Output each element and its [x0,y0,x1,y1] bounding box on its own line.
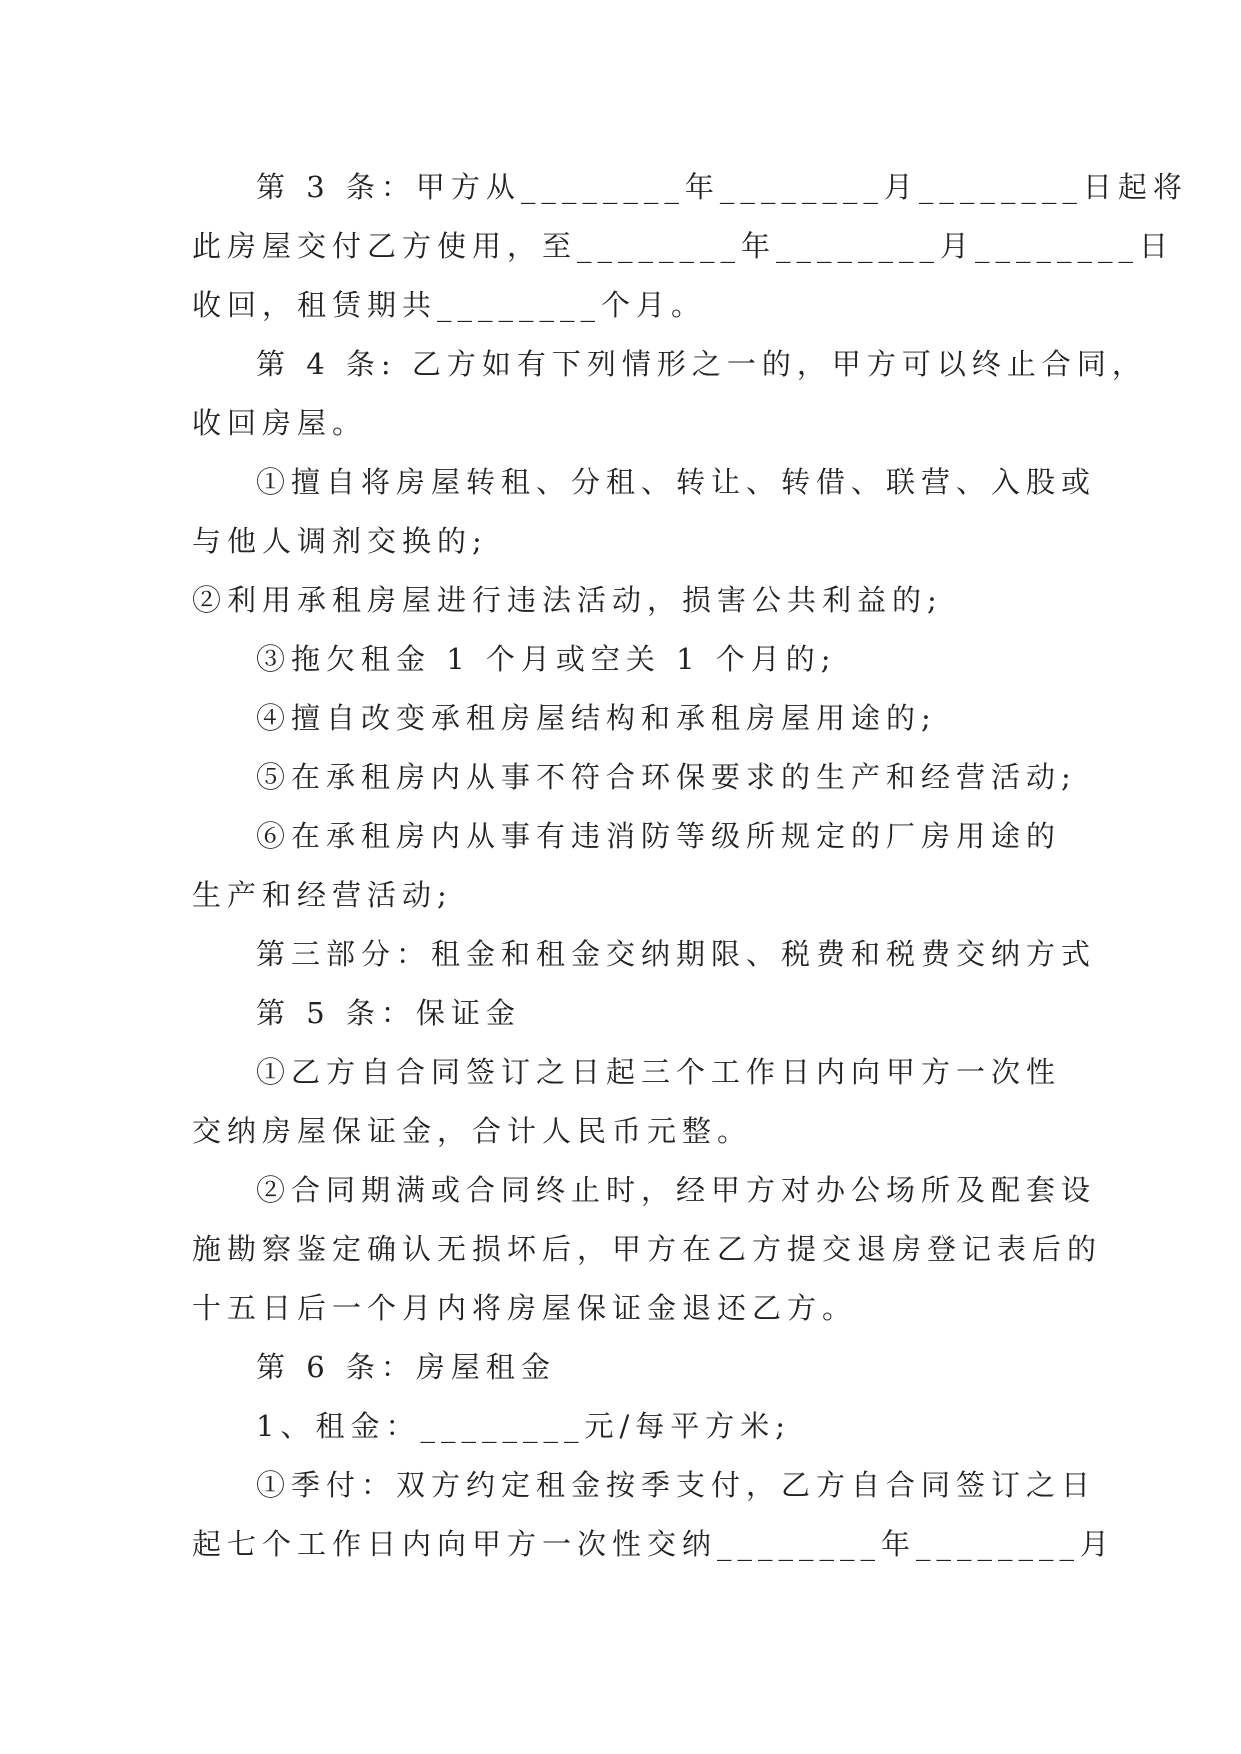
article-3-line-3: 收回，租赁期共________个月。 [192,288,707,322]
contract-text [192,158,1188,1574]
clause-6-line-1: ⑥在承租房内从事有违消防等级所规定的厂房用途的 [256,819,1062,853]
article-3-line-2: 此房屋交付乙方使用，至________年________月________日 [192,229,1175,263]
article-5-heading: 第 5 条：保证金 [256,996,521,1030]
article-3-line-1: 第 3 条：甲方从________年________月________日起将 [256,170,1188,204]
part-3-heading: 第三部分：租金和租金交纳期限、税费和税费交纳方式 [256,937,1097,971]
clause-1-line-2: 与他人调剂交换的; [192,524,488,558]
article-4-line-2: 收回房屋。 [192,406,368,440]
deposit-clause-2-line-1: ②合同期满或合同终止时，经甲方对办公场所及配套设 [256,1173,1097,1207]
deposit-clause-1-line-1: ①乙方自合同签订之日起三个工作日内向甲方一次性 [256,1055,1062,1089]
clause-1-line-1: ①擅自将房屋转租、分租、转让、转借、联营、入股或 [256,465,1097,499]
quarterly-payment-line-2: 起七个工作日内向甲方一次性交纳________年________月 [192,1527,1116,1561]
clause-2: ②利用承租房屋进行违法活动，损害公共利益的; [192,583,943,617]
article-4-line-1: 第 4 条: 乙方如有下列情形之一的，甲方可以终止合同， [256,347,1147,381]
deposit-clause-2-line-3: 十五日后一个月内将房屋保证金退还乙方。 [192,1291,858,1325]
quarterly-payment-line-1: ①季付：双方约定租金按季支付，乙方自合同签订之日 [256,1468,1097,1502]
clause-5: ⑤在承租房内从事不符合环保要求的生产和经营活动; [256,760,1077,794]
deposit-clause-1-line-2: 交纳房屋保证金，合计人民币元整。 [192,1114,753,1148]
rent-line: 1、租金：________元/每平方米; [256,1409,791,1443]
clause-6-line-2: 生产和经营活动; [192,878,453,912]
article-6-heading: 第 6 条：房屋租金 [256,1350,556,1384]
clause-3: ③拖欠租金 1 个月或空关 1 个月的; [256,642,837,676]
clause-4: ④擅自改变承租房屋结构和承租房屋用途的; [256,701,937,735]
deposit-clause-2-line-2: 施勘察鉴定确认无损坏后，甲方在乙方提交退房登记表后的 [192,1232,1103,1266]
